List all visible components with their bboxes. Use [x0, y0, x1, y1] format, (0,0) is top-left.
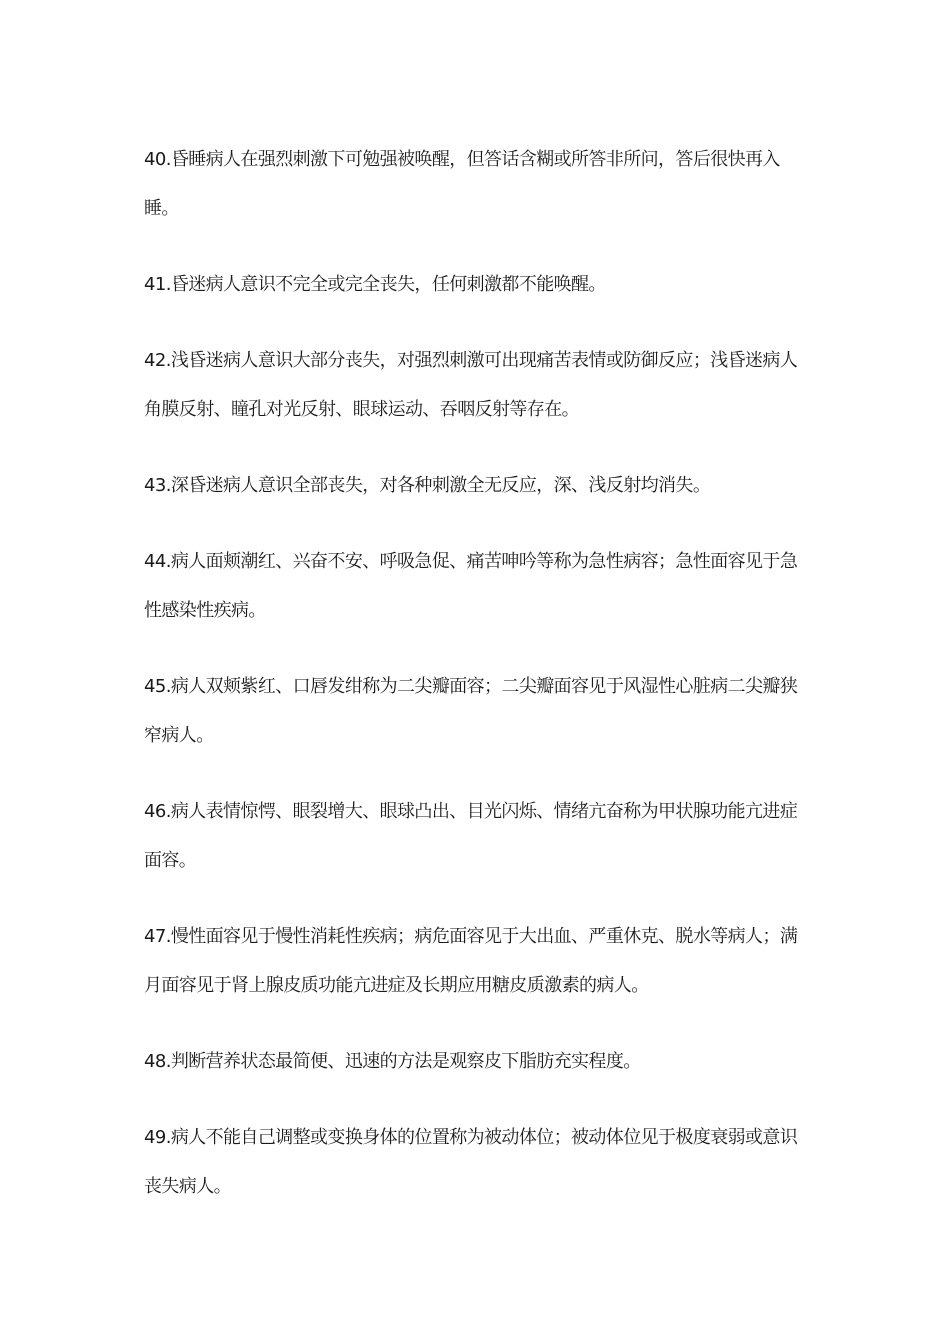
list-item — [144, 461, 812, 510]
paragraph-48: 48.判断营养状态最简便、迅速的方法是观察皮下脂肪充实程度。 — [144, 1051, 641, 1072]
list-item — [144, 912, 812, 1010]
document-page — [144, 135, 812, 1238]
paragraph-42: 42.浅昏迷病人意识大部分丧失，对强烈刺激可出现痛苦表情或防御反应；浅昏迷病人角膜反射、瞳孔对光反射、眼球运动、吞咽反射等存在。 — [144, 350, 798, 420]
paragraph-46: 46.病人表情惊愕、眼裂增大、眼球凸出、目光闪烁、情绪亢奋称为甲状腺功能亢进症面容。 — [144, 801, 798, 871]
list-item — [144, 336, 812, 434]
list-item — [144, 662, 812, 760]
paragraph-49: 49.病人不能自己调整或变换身体的位置称为被动体位；被动体位见于极度衰弱或意识丧失病人。 — [144, 1127, 798, 1197]
list-item — [144, 537, 812, 635]
paragraph-45: 45.病人双颊紫红、口唇发绀称为二尖瓣面容；二尖瓣面容见于风湿性心脏病二尖瓣狭窄病人。 — [144, 676, 798, 746]
paragraph-44: 44.病人面颊潮红、兴奋不安、呼吸急促、痛苦呻吟等称为急性病容；急性面容见于急性感染性疾病。 — [144, 551, 798, 621]
list-item — [144, 787, 812, 885]
paragraph-43: 43.深昏迷病人意识全部丧失，对各种刺激全无反应，深、浅反射均消失。 — [144, 475, 711, 496]
paragraph-47: 47.慢性面容见于慢性消耗性疾病；病危面容见于大出血、严重休克、脱水等病人；满月面容见于肾上腺皮质功能亢进症及长期应用糖皮质激素的病人。 — [144, 926, 798, 996]
list-item — [144, 260, 812, 309]
paragraph-41: 41.昏迷病人意识不完全或完全丧失，任何刺激都不能唤醒。 — [144, 274, 606, 295]
list-item — [144, 135, 812, 233]
list-item — [144, 1037, 812, 1086]
paragraph-40: 40.昏睡病人在强烈刺激下可勉强被唤醒，但答话含糊或所答非所问，答后很快再入睡。 — [144, 149, 780, 219]
list-item — [144, 1113, 812, 1211]
